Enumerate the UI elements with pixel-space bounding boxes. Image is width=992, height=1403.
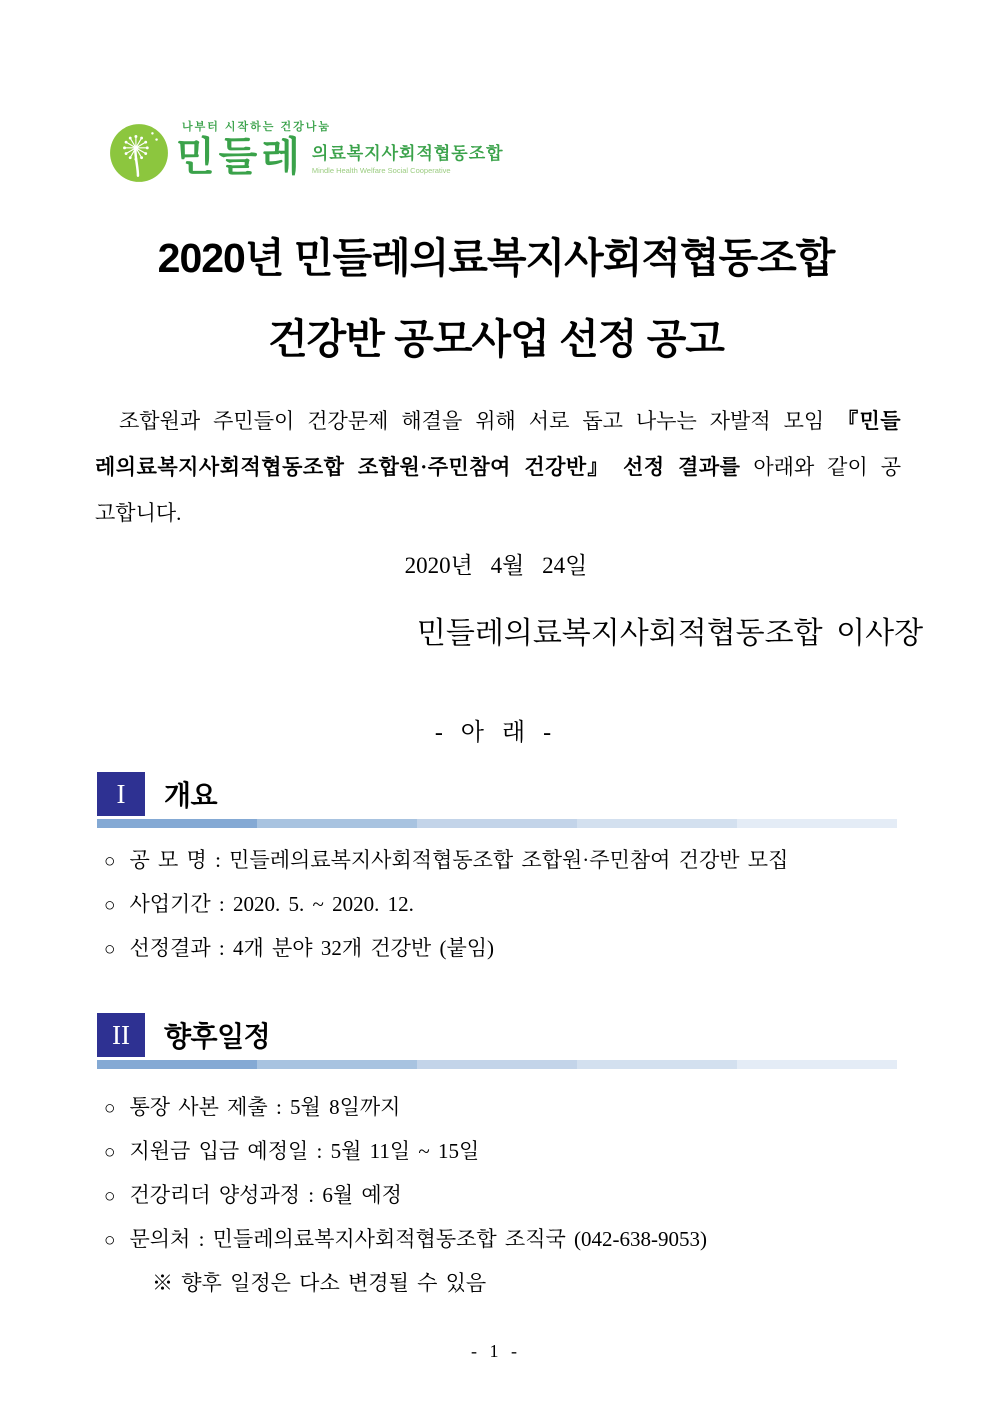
section-2-title: 향후일정: [164, 1021, 271, 1052]
section-1-numeral-box: I: [97, 772, 145, 816]
circle-bullet-icon: ○: [104, 1098, 116, 1119]
section-2-header: [97, 1013, 270, 1057]
document-title-line1: 2020년 민들레의료복지사회적협동조합: [157, 235, 835, 281]
logo-org-name: 민들레: [176, 135, 304, 179]
circle-bullet-icon: ○: [104, 1186, 116, 1207]
intro-paragraph: [95, 398, 901, 536]
logo-tagline: 나부터 시작하는 건강나눔: [182, 121, 331, 133]
announcement-date: 2020년 4월 24일: [404, 553, 588, 578]
document-title: [0, 235, 992, 362]
circle-bullet-icon: ○: [104, 851, 116, 872]
signature-chairman: 민들레의료복지사회적협동조합 이사장: [416, 617, 924, 650]
intro-text-normal-1: 조합원과 주민들이 건강문제 해결을 위해 서로 돕고 나누는 자발적 모임: [119, 409, 825, 433]
list-item: [104, 1092, 904, 1124]
list-item-text: 통장 사본 제출 : 5월 8일까지: [129, 1095, 401, 1119]
list-item-text: 지원금 입금 예정일 : 5월 11일 ~ 15일: [129, 1139, 480, 1163]
intro-text-normal-2: 아래와 같이 공고합니다.: [95, 455, 901, 525]
list-item-text: 사업기간 : 2020. 5. ~ 2020. 12.: [129, 892, 414, 916]
list-item: [104, 1136, 904, 1168]
list-item: [104, 845, 904, 877]
intro-text-bold: 『민들레의료복지사회적협동조합 조합원·주민참여 건강반』 선정 결과를: [95, 409, 902, 479]
circle-bullet-icon: ○: [104, 939, 116, 960]
below-divider-label: - 아 래 -: [434, 720, 558, 746]
org-logo-text: [176, 116, 504, 177]
list-item-text: 공 모 명 : 민들레의료복지사회적협동조합 조합원·주민참여 건강반 모집: [129, 848, 789, 872]
section-1-list: [104, 845, 904, 977]
list-item-text: 문의처 : 민들레의료복지사회적협동조합 조직국 (042-638-9053): [129, 1227, 708, 1251]
circle-bullet-icon: ○: [104, 1230, 116, 1251]
schedule-change-note: ※ 향후 일정은 다소 변경될 수 있음: [152, 1271, 487, 1295]
list-item: [104, 1180, 904, 1212]
org-logo: [108, 116, 504, 184]
circle-bullet-icon: ○: [104, 895, 116, 916]
section-1-divider-bar: [97, 819, 897, 828]
list-item: [104, 889, 904, 921]
list-item-text: 선정결과 : 4개 분야 32개 건강반 (붙임): [129, 936, 495, 960]
section-1-header: [97, 772, 217, 816]
section-2-divider-bar: [97, 1060, 897, 1069]
list-item-text: 건강리더 양성과정 : 6월 예정: [129, 1183, 402, 1207]
section-1-title: 개요: [164, 780, 218, 811]
list-item: [104, 1224, 904, 1256]
list-item: [104, 933, 904, 965]
section-2-list: [104, 1092, 904, 1298]
document-title-line2: 건강반 공모사업 선정 공고: [268, 316, 724, 362]
logo-english-name: Mindle Health Welfare Social Cooperative: [311, 166, 451, 175]
section-2-numeral-box: II: [97, 1013, 145, 1057]
page-number: - 1 -: [471, 1341, 521, 1361]
dandelion-logo-icon: [108, 122, 170, 184]
circle-bullet-icon: ○: [104, 1142, 116, 1163]
logo-org-type: 의료복지사회적협동조합: [311, 144, 504, 163]
